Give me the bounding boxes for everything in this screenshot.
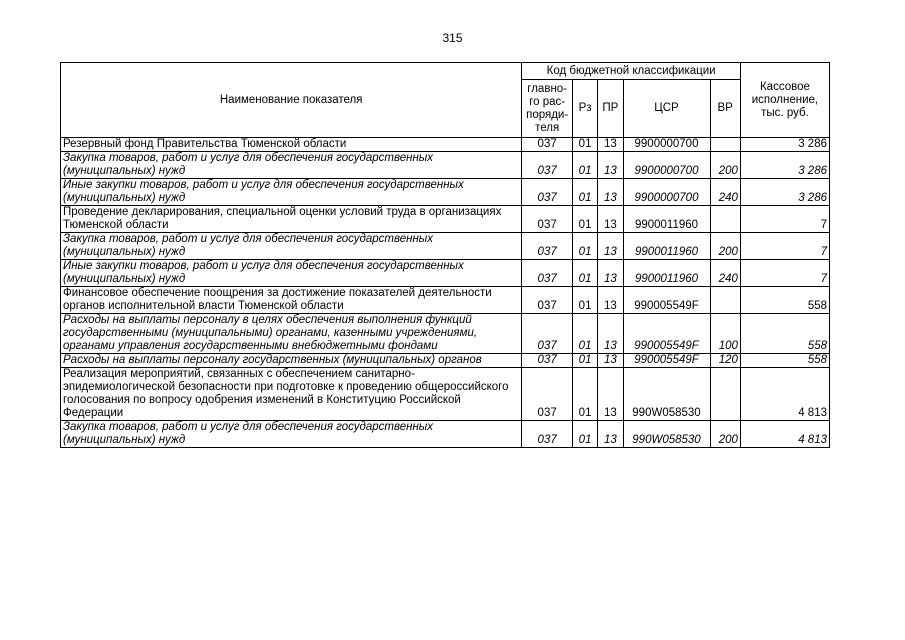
row-amount: 7 (740, 260, 829, 287)
row-name: Иные закупки товаров, работ и услуг для обеспечения государственных (муниципальных) нужд (61, 179, 522, 206)
table-body (61, 138, 830, 448)
row-rz-code: 01 (572, 152, 597, 179)
table-row (61, 368, 830, 421)
row-name: Закупка товаров, работ и услуг для обеспечения государственных (муниципальных) нужд (61, 233, 522, 260)
row-grbs-code: 037 (522, 260, 573, 287)
row-grbs-code: 037 (522, 233, 573, 260)
row-name: Иные закупки товаров, работ и услуг для обеспечения государственных (муниципальных) нужд (61, 260, 522, 287)
row-amount: 558 (740, 314, 829, 354)
row-amount: 4 813 (740, 368, 829, 421)
row-vr-code: 120 (710, 354, 740, 368)
row-amount: 3 286 (740, 179, 829, 206)
row-pr-code: 13 (598, 206, 623, 233)
row-csr-code: 9900000700 (623, 138, 710, 152)
row-vr-code: 200 (710, 152, 740, 179)
row-csr-code: 9900000700 (623, 152, 710, 179)
row-csr-code: 990005549F (623, 314, 710, 354)
row-amount: 558 (740, 287, 829, 314)
row-pr-code: 13 (598, 354, 623, 368)
row-grbs-code: 037 (522, 206, 573, 233)
row-csr-code: 9900011960 (623, 260, 710, 287)
row-pr-code: 13 (598, 421, 623, 448)
page-number: 315 (442, 31, 463, 45)
row-name: Расходы на выплаты персоналу в целях обеспечения выполнения функций государственными (муниципальными) органами, казенными учреждениями, органами управления государственными внебюджетными фондами (61, 314, 522, 354)
row-vr-code: 200 (710, 233, 740, 260)
row-name: Реализация мероприятий, связанных с обеспечением санитарно-эпидемиологической безопасности при подготовке к проведению общероссийского голосования по вопросу одобрения изменений в Конституцию Российской Федерации (61, 368, 522, 421)
row-grbs-code: 037 (522, 179, 573, 206)
row-pr-code: 13 (598, 368, 623, 421)
header-name: Наименование показателя (61, 63, 522, 138)
table-row (61, 354, 830, 368)
row-rz-code: 01 (572, 179, 597, 206)
row-grbs-code: 037 (522, 138, 573, 152)
row-grbs-code: 037 (522, 368, 573, 421)
row-grbs-code: 037 (522, 152, 573, 179)
row-amount: 7 (740, 233, 829, 260)
budget-table (60, 62, 830, 448)
row-pr-code: 13 (598, 152, 623, 179)
row-rz-code: 01 (572, 233, 597, 260)
header-vr: ВР (710, 80, 740, 138)
table-row (61, 233, 830, 260)
row-csr-code: 990005549F (623, 287, 710, 314)
table-row (61, 260, 830, 287)
row-name: Закупка товаров, работ и услуг для обеспечения государственных (муниципальных) нужд (61, 152, 522, 179)
row-vr-code (710, 287, 740, 314)
row-vr-code: 100 (710, 314, 740, 354)
row-grbs-code: 037 (522, 287, 573, 314)
row-vr-code (710, 206, 740, 233)
row-amount: 7 (740, 206, 829, 233)
row-csr-code: 990005549F (623, 354, 710, 368)
row-name: Проведение декларирования, специальной оценки условий труда в организациях Тюменской области (61, 206, 522, 233)
row-pr-code: 13 (598, 314, 623, 354)
row-pr-code: 13 (598, 287, 623, 314)
row-csr-code: 9900000700 (623, 179, 710, 206)
table-row (61, 179, 830, 206)
row-vr-code: 200 (710, 421, 740, 448)
row-grbs-code: 037 (522, 314, 573, 354)
row-rz-code: 01 (572, 421, 597, 448)
row-csr-code: 9900011960 (623, 233, 710, 260)
table-row (61, 152, 830, 179)
header-pr: ПР (598, 80, 623, 138)
header-amount: Кассовое исполнение, тыс. руб. (740, 63, 829, 138)
row-amount: 3 286 (740, 152, 829, 179)
row-rz-code: 01 (572, 287, 597, 314)
row-name: Расходы на выплаты персоналу государственных (муниципальных) органов (61, 354, 522, 368)
row-csr-code: 990W058530 (623, 421, 710, 448)
table-row (61, 138, 830, 152)
row-pr-code: 13 (598, 179, 623, 206)
header-csr: ЦСР (623, 80, 710, 138)
row-rz-code: 01 (572, 368, 597, 421)
row-rz-code: 01 (572, 354, 597, 368)
row-csr-code: 990W058530 (623, 368, 710, 421)
row-name: Закупка товаров, работ и услуг для обеспечения государственных (муниципальных) нужд (61, 421, 522, 448)
row-amount: 558 (740, 354, 829, 368)
row-pr-code: 13 (598, 260, 623, 287)
row-rz-code: 01 (572, 206, 597, 233)
row-vr-code: 240 (710, 260, 740, 287)
row-grbs-code: 037 (522, 421, 573, 448)
row-vr-code: 240 (710, 179, 740, 206)
row-rz-code: 01 (572, 138, 597, 152)
header-rz: Рз (572, 80, 597, 138)
row-csr-code: 9900011960 (623, 206, 710, 233)
row-name: Резервный фонд Правительства Тюменской области (61, 138, 522, 152)
row-rz-code: 01 (572, 314, 597, 354)
row-amount: 3 286 (740, 138, 829, 152)
row-pr-code: 13 (598, 233, 623, 260)
row-vr-code (710, 138, 740, 152)
row-grbs-code: 037 (522, 354, 573, 368)
table-row (61, 314, 830, 354)
table-row (61, 421, 830, 448)
table-row (61, 206, 830, 233)
header-kbk: Код бюджетной классификации (522, 63, 741, 80)
header-grbs: главно-го рас-поряди-теля (522, 80, 573, 138)
table-row (61, 287, 830, 314)
row-vr-code (710, 368, 740, 421)
row-amount: 4 813 (740, 421, 829, 448)
row-rz-code: 01 (572, 260, 597, 287)
row-pr-code: 13 (598, 138, 623, 152)
row-name: Финансовое обеспечение поощрения за достижение показателей деятельности органов исполнительной власти Тюменской области (61, 287, 522, 314)
